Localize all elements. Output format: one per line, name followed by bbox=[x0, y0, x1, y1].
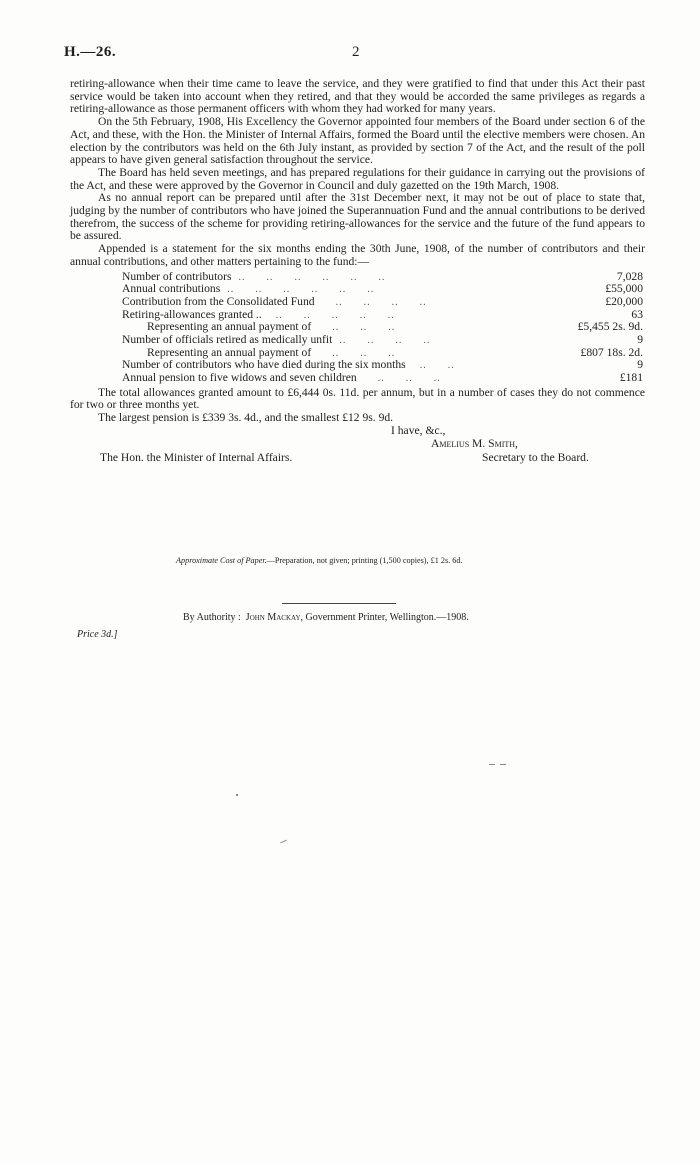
authority-prefix: By Authority : bbox=[183, 612, 241, 623]
paragraph: The Board has held seven meetings, and has prepared regulations for their guidance in carrying out the provisions of the Act, and these were approved by the Governor in Council and duly gazetted on the 19th March, 1908. bbox=[70, 165, 645, 192]
scan-mark bbox=[280, 840, 287, 844]
divider-rule bbox=[282, 603, 396, 604]
paragraph: The total allowances granted amount to £6,444 0s. 11d. per annum, but in a number of cases they do not commence for two or three months yet. bbox=[70, 385, 645, 412]
leader-dots: .. .. .. .. .. .. bbox=[231, 271, 386, 283]
scan-mark bbox=[489, 764, 495, 765]
statement-row bbox=[122, 334, 643, 347]
leader-dots: .. .. .. .. .. .. bbox=[220, 284, 375, 296]
document-code: H.—26. bbox=[64, 44, 117, 60]
scan-mark bbox=[236, 794, 238, 796]
scan-mark bbox=[500, 764, 506, 765]
paragraph: As no annual report can be prepared until after the 31st December next, it may not be out of place to state that, judging by the number of contributors who have joined the Superannuation Fund and the annual contributions to be derived therefrom, the success of the scheme for providing retiring-allowances for the service and the future of the fund appears to be assured. bbox=[70, 191, 645, 243]
statement-label: Annual contributions bbox=[122, 282, 221, 296]
statement-value: £20,000 bbox=[605, 294, 643, 308]
price-note: Price 3d.] bbox=[77, 629, 118, 640]
statement-value: £807 18s. 2d. bbox=[580, 345, 643, 359]
statement-value: £181 bbox=[619, 371, 643, 385]
cost-label: Approximate Cost of Paper. bbox=[176, 556, 267, 565]
statement-label: Number of contributors bbox=[122, 269, 232, 283]
leader-dots: .. .. .. .. bbox=[314, 296, 427, 308]
page-number: 2 bbox=[352, 44, 360, 60]
statement-label: Retiring-allowances granted .. bbox=[122, 307, 262, 321]
statement-label: Number of contributors who have died during the six months bbox=[122, 358, 406, 372]
statement-value: 9 bbox=[637, 332, 643, 346]
statement-row bbox=[122, 296, 643, 309]
cost-text: —Preparation, not given; printing (1,500 copies), £1 2s. 6d. bbox=[266, 556, 463, 565]
statement-table bbox=[122, 271, 643, 385]
statement-row bbox=[122, 372, 643, 385]
closing-salutation: I have, &c., bbox=[391, 423, 446, 437]
addressee: The Hon. the Minister of Internal Affairs. bbox=[100, 450, 293, 464]
statement-label: Contribution from the Consolidated Fund bbox=[122, 294, 315, 308]
statement-label: Annual pension to five widows and seven children bbox=[122, 371, 357, 385]
leader-dots: .. .. .. bbox=[356, 373, 441, 385]
paragraph: The largest pension is £339 3s. 4d., and the smallest £12 9s. 9d. bbox=[98, 411, 394, 425]
leader-dots: .. .. .. .. bbox=[332, 334, 431, 346]
statement-value: £5,455 2s. 9d. bbox=[577, 320, 643, 334]
statement-value: 63 bbox=[631, 307, 643, 321]
statement-value: 7,028 bbox=[616, 269, 643, 283]
signatory-title: Secretary to the Board. bbox=[482, 450, 589, 464]
signatory-name: Amelius M. Smith, bbox=[431, 436, 518, 450]
cost-of-paper-note bbox=[176, 556, 462, 565]
statement-label: Representing an annual payment of bbox=[147, 345, 312, 359]
leader-dots: .. .. bbox=[405, 360, 455, 372]
paragraph: On the 5th February, 1908, His Excellency the Governor appointed four members of the Board under section 6 of the Act, and these, with the Hon. the Minister of Internal Affairs, formed the Board until the elective members were chosen. An election by the contributors was held on the 6th July instant, as provided by section 7 of the Act, and the result of the poll appears to have given general satisfaction throughout the service. bbox=[70, 115, 645, 167]
statement-value: 9 bbox=[637, 358, 643, 372]
printer-imprint bbox=[183, 612, 469, 623]
report-body bbox=[70, 78, 645, 467]
printer-name: John Mackay, bbox=[245, 612, 303, 623]
leader-dots: .. .. .. bbox=[311, 322, 396, 334]
statement-label: Representing an annual payment of bbox=[147, 320, 312, 334]
statement-value: £55,000 bbox=[605, 282, 643, 296]
leader-dots: .. .. .. .. .. bbox=[261, 309, 395, 321]
signature-block bbox=[70, 425, 645, 467]
paragraph: retiring-allowance when their time came to leave the service, and they were gratified to find that under this Act their past service would be taken into account when they retired, and that they would be accorded the same privileges as regards a retiring-allowance as those permanent officers with whom they had worked for many years. bbox=[70, 77, 645, 116]
page-header bbox=[64, 44, 642, 66]
printer-suffix: Government Printer, Wellington.—1908. bbox=[305, 612, 469, 623]
paragraph: Appended is a statement for the six months ending the 30th June, 1908, of the number of contributors and their annual contributions, and other matters pertaining to the fund:— bbox=[70, 242, 645, 268]
leader-dots: .. .. .. bbox=[311, 347, 396, 359]
statement-label: Number of officials retired as medically unfit bbox=[122, 332, 333, 346]
